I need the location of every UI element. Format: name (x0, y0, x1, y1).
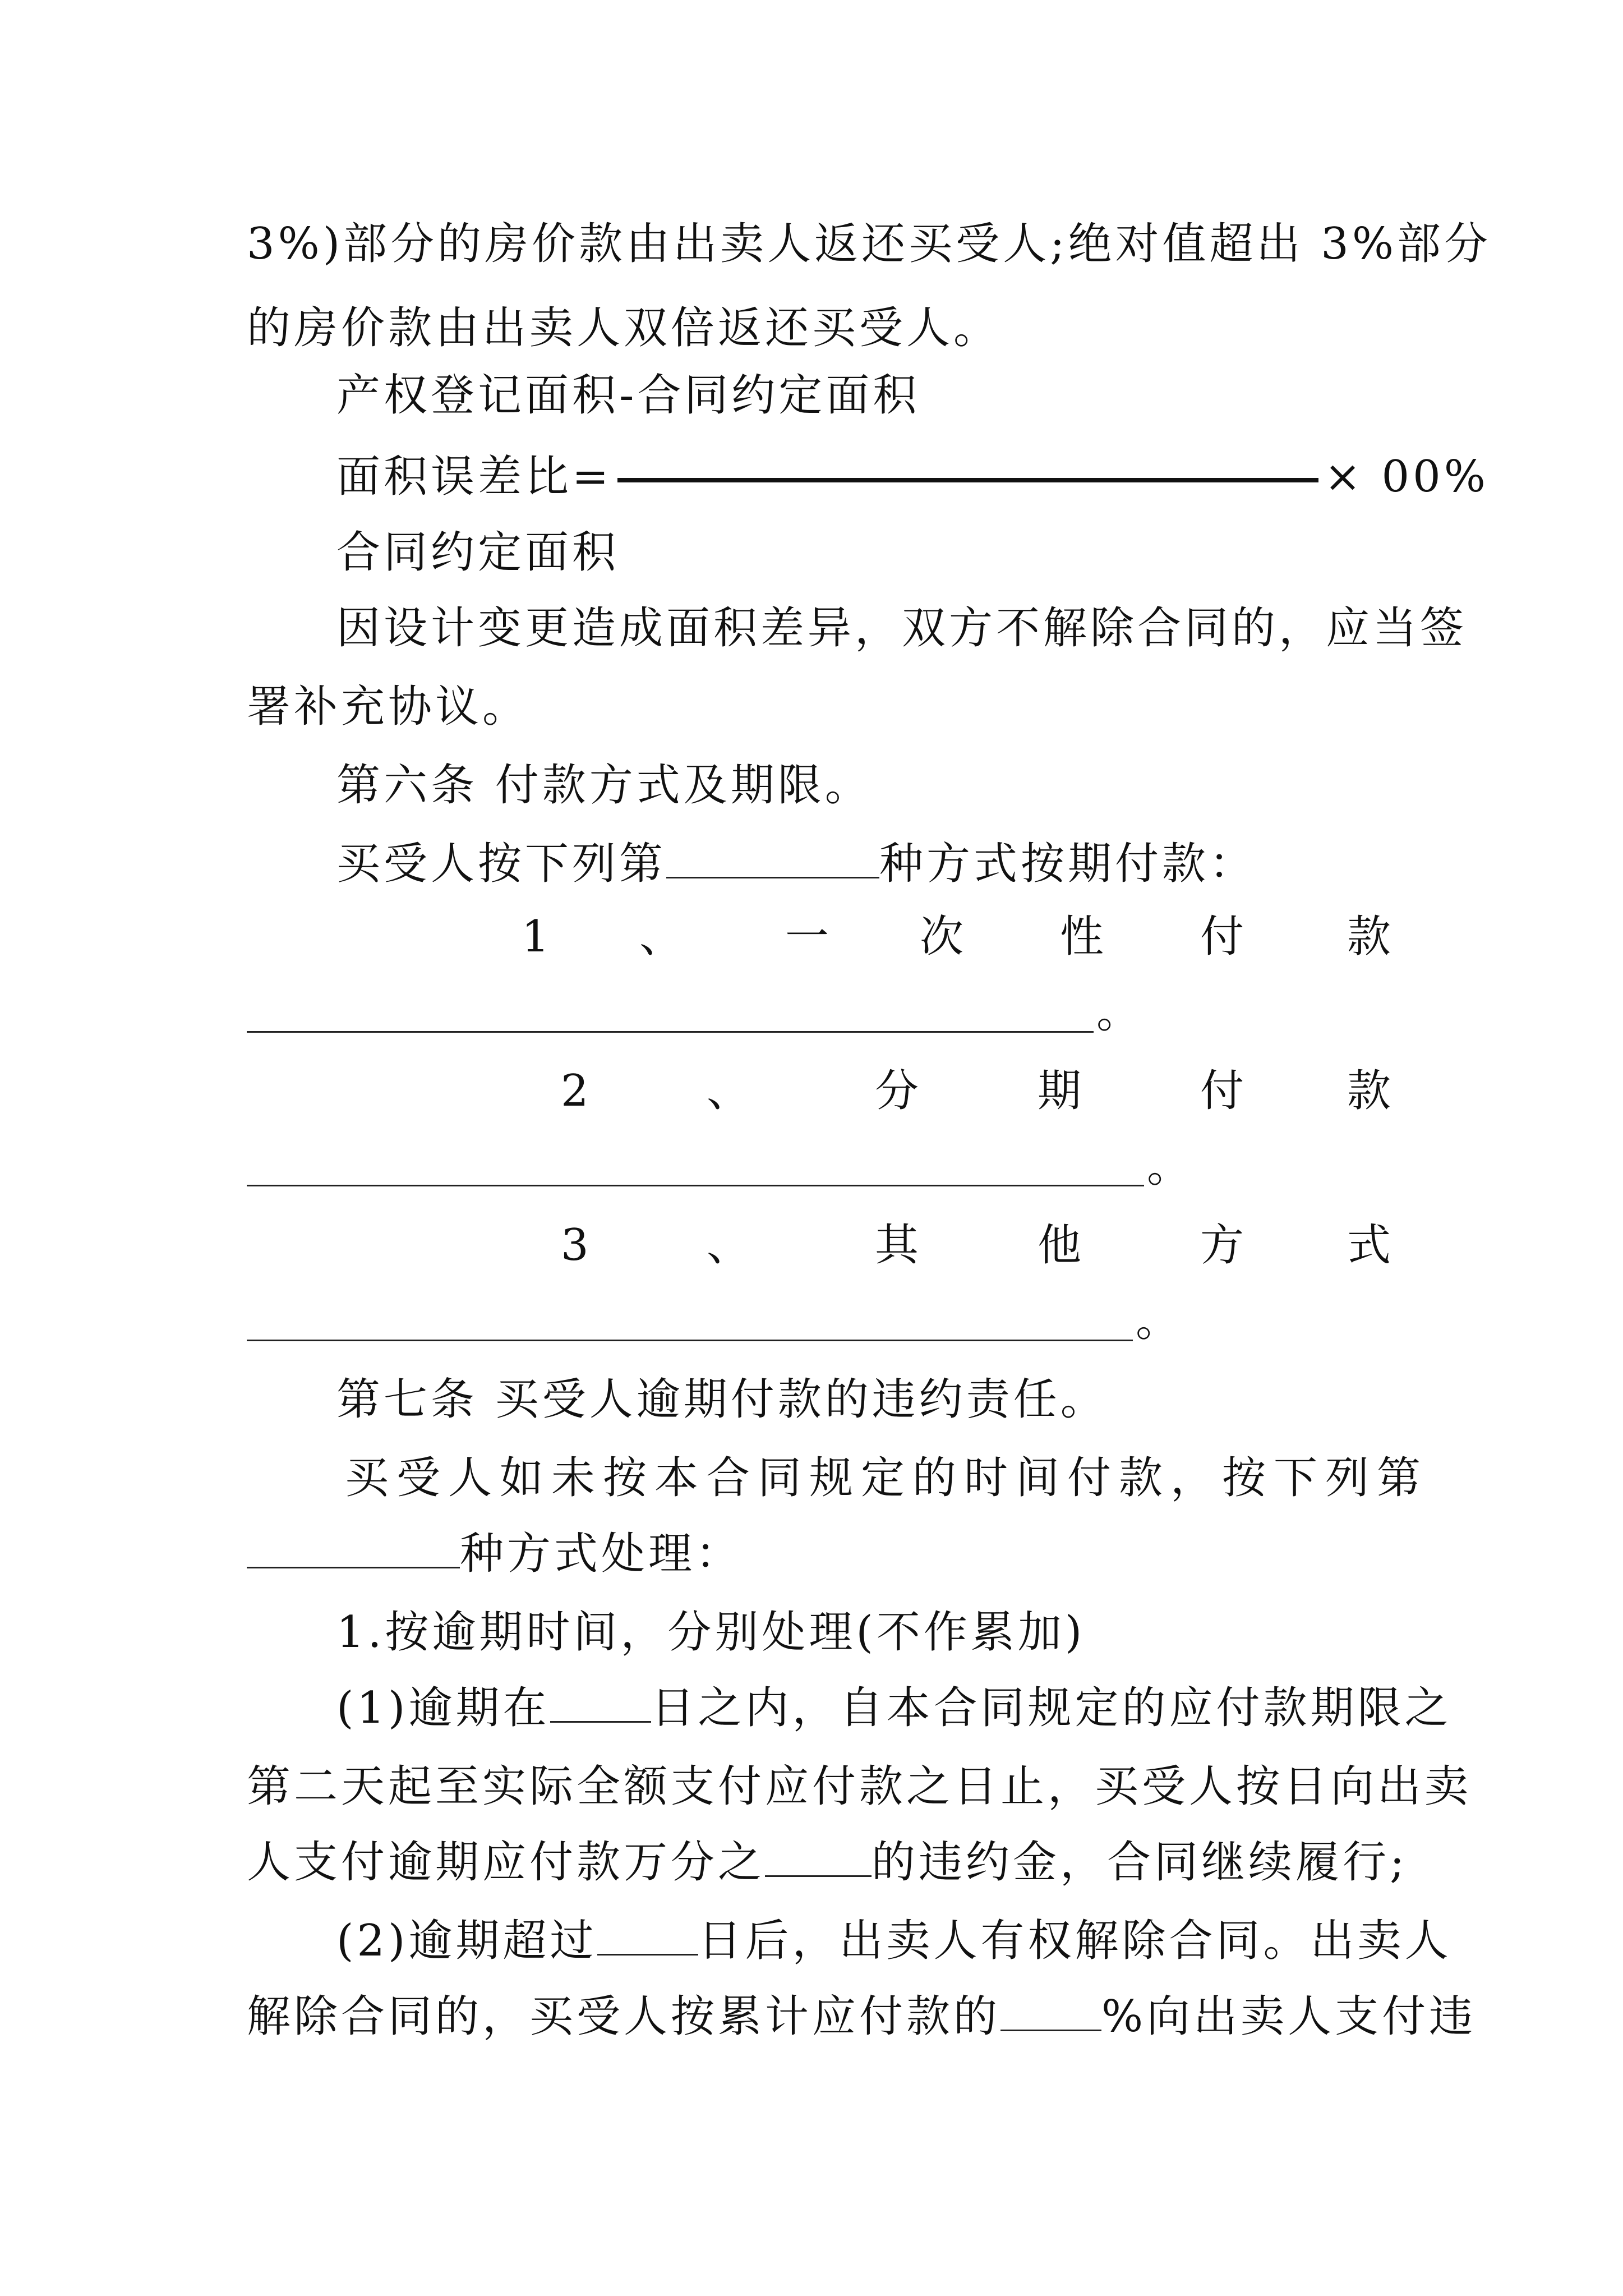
period-mark: 。 (1136, 1296, 1180, 1346)
text-line: 第二天起至实际全额支付应付款之日止，买受人按日向出卖 (247, 1761, 1472, 1812)
text-segment: 的违约金，合同继续履行; (872, 1837, 1408, 1888)
text-segment: 解除合同的，买受人按累计应付款的 (247, 1991, 1001, 2042)
text-line: 3%)部分的房价款由出卖人返还买受人;绝对值超出 3%部分 (247, 219, 1491, 269)
option-char: 其 (875, 1220, 919, 1271)
option-char: 方 (1200, 1220, 1244, 1271)
option-char: 次 (920, 912, 964, 962)
option-char: 付 (1200, 912, 1244, 962)
option-char: 一 (785, 912, 829, 962)
text-line (247, 1526, 1391, 1582)
text-segment: 买受人按下列第 (336, 839, 667, 889)
fill-blank (247, 1340, 1133, 1341)
payment-option-1 (247, 909, 1391, 965)
fill-blank (247, 1527, 460, 1568)
fill-blank (666, 838, 879, 878)
fill-blank (597, 1915, 698, 1955)
fill-blank (247, 1185, 1144, 1186)
period-mark: 。 (1096, 987, 1141, 1038)
text-segment: 种方式处理： (460, 1529, 743, 1579)
option-char: 款 (1347, 912, 1391, 962)
option-char: 、 (707, 1220, 751, 1271)
option-char: 1 (522, 912, 550, 962)
option-char: 、 (707, 1066, 751, 1116)
text-line: 的房价款由出卖人双倍返还买受人。 (247, 303, 1001, 353)
text-line (336, 1913, 1452, 1969)
fill-blank (1000, 1990, 1101, 2031)
text-line: 署补充协议。 (247, 682, 530, 732)
text-segment: %向出卖人支付违 (1101, 1991, 1477, 2042)
option-char: 付 (1200, 1066, 1244, 1116)
text-segment: 种方式按期付款： (879, 839, 1257, 889)
article-heading: 第六条 付款方式及期限。 (336, 760, 872, 811)
option-char: 式 (1347, 1220, 1391, 1271)
text-line (247, 1989, 1477, 2045)
fill-blank (550, 1682, 651, 1723)
payment-option-2 (247, 1063, 1391, 1119)
option-char: 3 (561, 1220, 589, 1271)
formula-line (336, 449, 1489, 505)
text-segment: (2)逾期超过 (336, 1916, 597, 1966)
period-mark: 。 (1147, 1142, 1191, 1192)
article-heading: 第七条 买受人逾期付款的违约责任。 (336, 1374, 1108, 1425)
text-line (336, 836, 1391, 892)
option-char: 他 (1038, 1220, 1082, 1271)
fill-blank (247, 1031, 1094, 1033)
formula-label: 面积误差比= (336, 452, 612, 502)
text-line (336, 1680, 1452, 1736)
payment-option-3 (247, 1217, 1391, 1273)
option-char: 期 (1038, 1066, 1082, 1116)
fraction-bar (617, 478, 1318, 482)
text-segment: 日后，出卖人有权解除合同。出卖人 (698, 1916, 1452, 1966)
formula-multiplier: × 00% (1324, 452, 1489, 502)
text-line: 买受人如未按本合同规定的时间付款，按下列第 (345, 1453, 1429, 1503)
formula-numerator: 产权登记面积-合同约定面积 (336, 370, 920, 421)
text-line (247, 1834, 1408, 1890)
fill-blank (765, 1836, 872, 1877)
formula-denominator: 合同约定面积 (336, 527, 620, 578)
option-char: 2 (561, 1066, 589, 1116)
text-segment: 人支付逾期应付款万分之 (247, 1837, 766, 1888)
option-char: 款 (1347, 1066, 1391, 1116)
option-char: 分 (875, 1066, 919, 1116)
option-char: 、 (639, 912, 684, 962)
option-char: 性 (1060, 912, 1104, 962)
text-line: 1.按逾期时间，分别处理(不作累加) (336, 1607, 1086, 1658)
text-segment: (1)逾期在 (336, 1683, 550, 1733)
text-segment: 日之内，自本合同规定的应付款期限之 (651, 1683, 1452, 1733)
text-line: 因设计变更造成面积差异，双方不解除合同的，应当签 (336, 603, 1468, 654)
